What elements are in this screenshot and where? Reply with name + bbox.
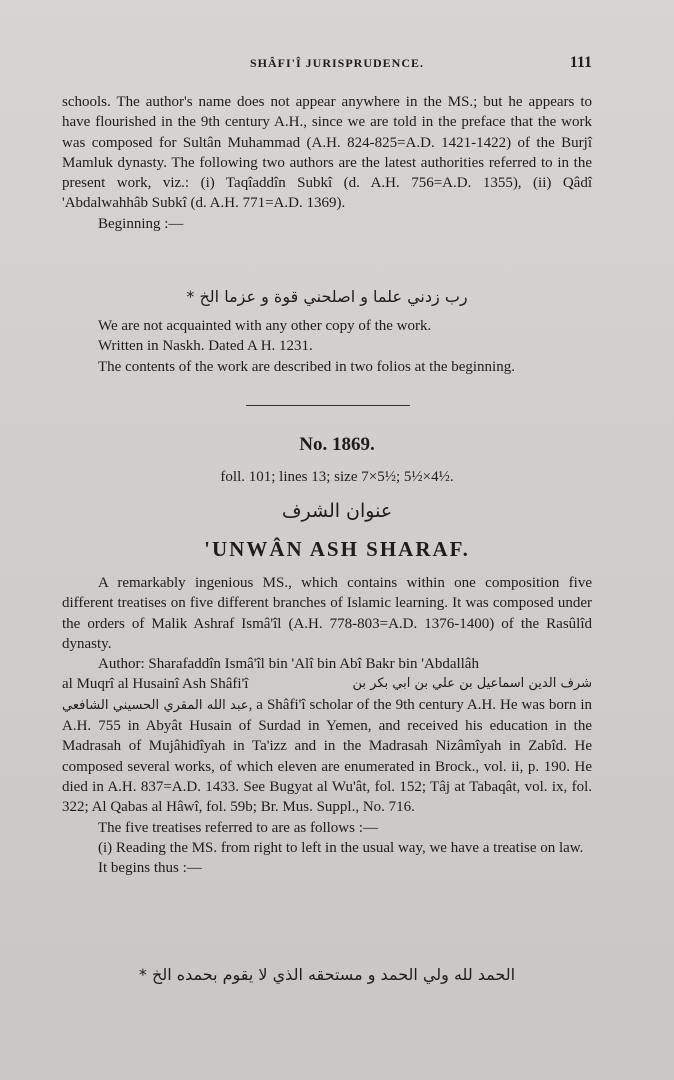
- treatises-intro: The five treatises referred to are as follows :—: [98, 819, 378, 836]
- intro-paragraph: schools. The author's name does not appear anywhere in the MS.; but he appears to have flourished in the 9th century A.H., since we are told in the preface that the work was composed for Sultân Muhammad (A.H. 824-825=A.D. 1421-1422) of the Burjî Mamluk dynasty. The following two authors are the latest authorities referred to in the present work, viz.: (i) Taqîaddîn Subkî (d. A.H. 756=A.D. 1355), (ii) Qâdî 'Abdalwahhâb Subkî (d. A.H. 771=A.D. 1369).: [62, 94, 592, 212]
- written-text: Written in Naskh. Dated A H. 1231.: [98, 338, 313, 355]
- intro-block: [62, 92, 592, 234]
- entry-number: No. 1869.: [299, 434, 375, 455]
- entry-title-arabic: عنوان الشرف: [281, 500, 393, 522]
- folio-description: foll. 101; lines 13; size 7×5½; 5½×4½.: [220, 469, 454, 485]
- intro-notes: [62, 316, 592, 377]
- begins-arabic: الحمد لله ولي الحمد و مستحقه الذي لا يقوم بحمده الخ *: [138, 965, 516, 984]
- running-header: SHÂFI'Î JURISPRUDENCE.: [249, 56, 425, 70]
- beginning-arabic: رب زدني علما و اصلحني قوة و عزما الخ *: [186, 287, 468, 306]
- entry-description: [62, 573, 592, 878]
- author-details: [62, 695, 592, 818]
- page-number: 111: [569, 54, 592, 71]
- author-biography: , a Shâfi'î scholar of the 9th century A.H. He was born in A.H. 755 in Abyât Husain of Surdad in Yemen, and received his education in the Madrasah of Mujâhidîyah in Ta'izz and in the Madrasah Nizâmîyah in Zabîd. He composed several works, of which eleven are enumerated in Brock., vol. ii, p. 190. He died in A.H. 837=A.D. 1433. See Bugyat al Wu'ât, fol. 152; Tâj at Tabaqât, vol. ix, fol. 322; Al Qabas al Hâwî, fol. 59b; Br. Mus. Suppl., No. 716.: [62, 696, 592, 816]
- author-arabic-name: شرف الدين اسماعيل بن علي بن ابي بكر بن: [352, 676, 592, 692]
- description-paragraph: A remarkably ingenious MS., which contains within one composition five different treatises on five different branches of Islamic learning. It was composed under the orders of Malik Ashraf Ismâ'îl (A.H. 778-803=A.D. 1376-1400) of the Rasûlîd dynasty.: [62, 575, 592, 652]
- author-latin-name: al Muqrî al Husainî Ash Shâfi'î: [62, 676, 249, 693]
- begins-label: It begins thus :—: [98, 860, 202, 877]
- author-arabic-name-cont: عبد الله المقري الحسيني الشافعي: [62, 697, 249, 713]
- entry-title: 'UNWÂN ASH SHARAF.: [204, 537, 470, 561]
- not-acquainted-text: We are not acquainted with any other copy of the work.: [98, 318, 432, 334]
- author-line-2: [62, 674, 592, 694]
- beginning-label: Beginning :—: [98, 215, 184, 232]
- author-line: Author: Sharafaddîn Ismâ'îl bin 'Alî bin Abî Bakr bin 'Abdallâh: [98, 656, 479, 673]
- treatise-1: (i) Reading the MS. from right to left in the usual way, we have a treatise on law.: [98, 839, 584, 856]
- contents-text: The contents of the work are described in two folios at the beginning.: [98, 358, 515, 375]
- section-divider: [246, 405, 410, 406]
